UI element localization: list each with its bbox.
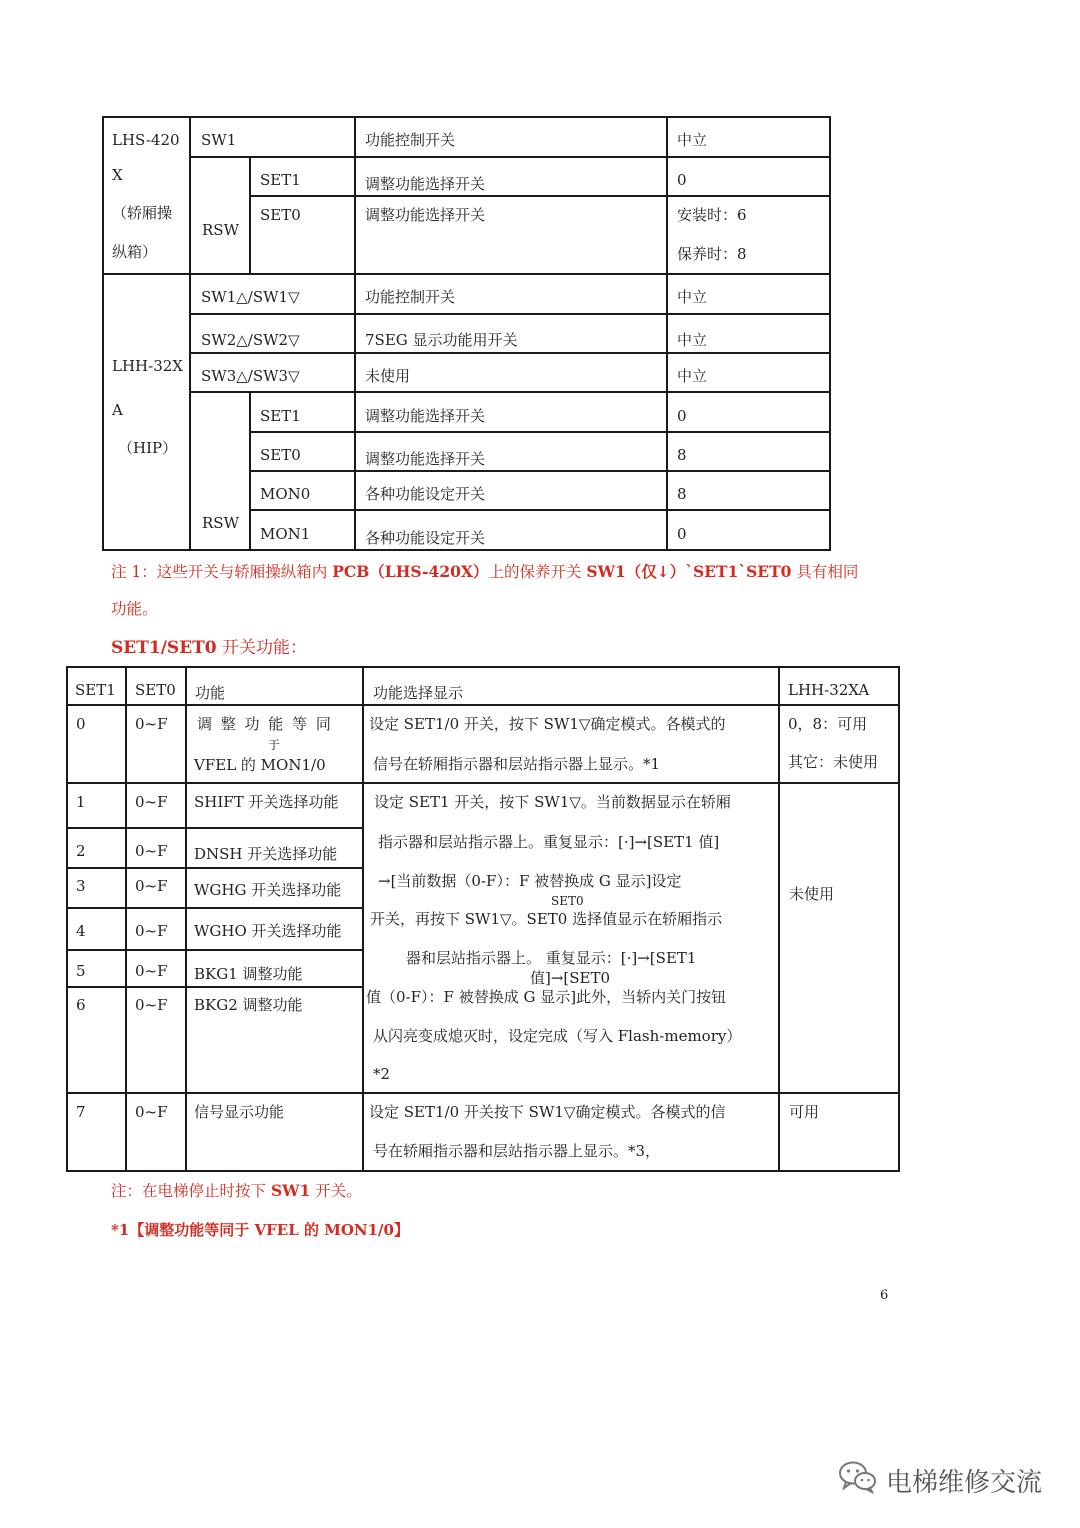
column-header: LHH-32XA (788, 681, 870, 699)
switch-name: SW1△/SW1▽ (201, 288, 300, 306)
display-line: 从闪亮变成熄灭时，设定完成（写入 Flash-memory） (373, 1027, 742, 1045)
switch-function: 调整功能选择开关 (365, 407, 486, 425)
function-line: VFEL 的 MON1/0 (194, 756, 326, 774)
function-name: 信号显示功能 (194, 1103, 285, 1121)
switch-function: 功能控制开关 (365, 131, 456, 149)
switch-function: 功能控制开关 (365, 288, 456, 306)
model-label-line: 纵箱） (112, 243, 158, 261)
switch-value: 0 (677, 525, 687, 543)
column-header: 功能选择显示 (373, 684, 464, 702)
switch-subname: MON0 (260, 485, 311, 503)
set1-value: 5 (76, 962, 86, 980)
function-name: WGHO 开关选择功能 (194, 922, 342, 940)
switch-subname: SET1 (260, 407, 301, 425)
switch-subname: SET0 (260, 446, 301, 464)
function-line: 调 整 功 能 等 同 (197, 715, 333, 733)
set0-value: 0~F (135, 922, 168, 940)
function-name: BKG2 调整功能 (194, 996, 303, 1014)
note-1 (111, 562, 858, 582)
switch-value: 中立 (677, 288, 708, 306)
switch-function: 各种功能设定开关 (365, 485, 486, 503)
note-1-switch: SW1（仅↓）`SET1`SET0 (586, 562, 792, 581)
section-title-text: 开关功能： (216, 638, 308, 658)
switch-name: SW3△/SW3▽ (201, 367, 300, 385)
switch-value: 0 (677, 407, 687, 425)
switch-value: 8 (677, 485, 687, 503)
function-name: WGHG 开关选择功能 (194, 881, 342, 899)
page-number: 6 (880, 1288, 889, 1303)
display-line: 值]→[SET0 (530, 969, 611, 987)
switch-value: 中立 (677, 131, 708, 149)
note-1-text: 上的保养开关 (488, 563, 587, 581)
set0-value: 0~F (135, 962, 168, 980)
column-header: 功能 (195, 684, 226, 702)
set0-value: 0~F (135, 996, 168, 1014)
display-line: 指示器和层站指示器上。重复显示：[·]→[SET1 值] (378, 833, 720, 851)
set0-value: 0~F (135, 715, 168, 733)
column-header: SET0 (135, 681, 176, 699)
availability: 未使用 (789, 885, 835, 903)
display-line: 设定 SET1/0 开关按下 SW1▽确定模式。各模式的信 (369, 1103, 726, 1121)
display-line: 设定 SET1/0 开关，按下 SW1▽确定模式。各模式的 (369, 715, 726, 733)
availability: 可用 (789, 1103, 820, 1121)
display-line: *2 (373, 1065, 391, 1083)
column-header: SET1 (75, 681, 116, 699)
set0-value: 0~F (135, 842, 168, 860)
switch-value-line: 保养时：8 (677, 245, 747, 263)
section-title (111, 637, 307, 659)
set1-value: 6 (76, 996, 86, 1014)
note-2-switch: SW1 (270, 1181, 311, 1200)
section-title-code: SET1/SET0 (111, 638, 217, 658)
set1-value: 7 (76, 1103, 86, 1121)
display-line: 号在轿厢指示器和层站指示器上显示。*3， (373, 1142, 661, 1160)
display-line: 开关，再按下 SW1▽。SET0 选择值显示在轿厢指示 (370, 910, 723, 928)
model-label-line: LHS-420 (112, 131, 180, 149)
switch-value: 中立 (677, 331, 708, 349)
rsw-label: RSW (202, 221, 239, 239)
switch-value: 8 (677, 446, 687, 464)
switch-subname: SET1 (260, 171, 301, 189)
set0-value: 0~F (135, 1103, 168, 1121)
note-2-text: 开关。 (310, 1182, 362, 1200)
set1-value: 2 (76, 842, 86, 860)
set0-value: 0~F (135, 793, 168, 811)
display-line: 器和层站指示器上。 重复显示：[·]→[SET1 (406, 949, 697, 967)
switch-subname: SET0 (260, 206, 301, 224)
switch-function: 未使用 (365, 367, 411, 385)
note-1-pcb: PCB（LHS-420X） (332, 562, 489, 581)
switch-function: 各种功能设定开关 (365, 529, 486, 547)
note-1-text: 具有相同 (791, 563, 859, 581)
switch-function: 7SEG 显示功能用开关 (365, 331, 518, 349)
set1-value: 4 (76, 922, 86, 940)
availability-line: 0，8：可用 (788, 715, 868, 733)
model-label-line: （轿厢操 (112, 204, 173, 222)
model-label-line: X (112, 166, 123, 184)
set0-value: 0~F (135, 877, 168, 895)
switch-name: SW1 (201, 131, 237, 149)
switch-name: SW2△/SW2▽ (201, 331, 300, 349)
set1-value: 0 (76, 715, 86, 733)
switch-function: 调整功能选择开关 (365, 450, 486, 468)
model-label-line: （HIP） (118, 439, 178, 457)
model-label-line: A (112, 401, 123, 419)
model-label-line: LHH-32X (112, 357, 183, 375)
availability-line: 其它：未使用 (788, 753, 879, 771)
switch-subname: MON1 (260, 525, 311, 543)
note-1-line2: 功能。 (111, 600, 158, 618)
set1-value: 3 (76, 877, 86, 895)
switch-value: 中立 (677, 367, 708, 385)
switch-function: 调整功能选择开关 (365, 175, 486, 193)
display-line: 信号在轿厢指示器和层站指示器上显示。*1 (373, 755, 661, 773)
function-name: BKG1 调整功能 (194, 965, 303, 983)
wechat-icon (838, 1460, 878, 1501)
switch-value-line: 安装时：6 (677, 206, 747, 224)
watermark (838, 1460, 1042, 1500)
display-line: →[当前数据（0-F）：F 被替换成 G 显示]设定 (378, 872, 682, 890)
watermark-text: 电梯维修交流 (886, 1467, 1043, 1498)
set1-value: 1 (76, 793, 86, 811)
display-line: 设定 SET1 开关，按下 SW1▽。当前数据显示在轿厢 (374, 793, 731, 811)
note-2 (111, 1181, 362, 1201)
display-line: 值（0-F）：F 被替换成 G 显示]此外，当轿内关门按钮 (366, 988, 727, 1006)
switch-value: 0 (677, 171, 687, 189)
function-name: SHIFT 开关选择功能 (194, 793, 339, 811)
note-2-text: 注：在电梯停止时按下 (111, 1182, 271, 1200)
display-line: SET0 (551, 894, 584, 908)
note-1-text: 注 1：这些开关与轿厢操纵箱内 (111, 563, 333, 581)
function-line: 于 (268, 738, 281, 752)
footnote-1: *1【调整功能等同于 VFEL 的 MON1/0】 (111, 1221, 409, 1239)
function-name: DNSH 开关选择功能 (194, 845, 338, 863)
rsw-label: RSW (202, 514, 239, 532)
switch-function: 调整功能选择开关 (365, 206, 486, 224)
